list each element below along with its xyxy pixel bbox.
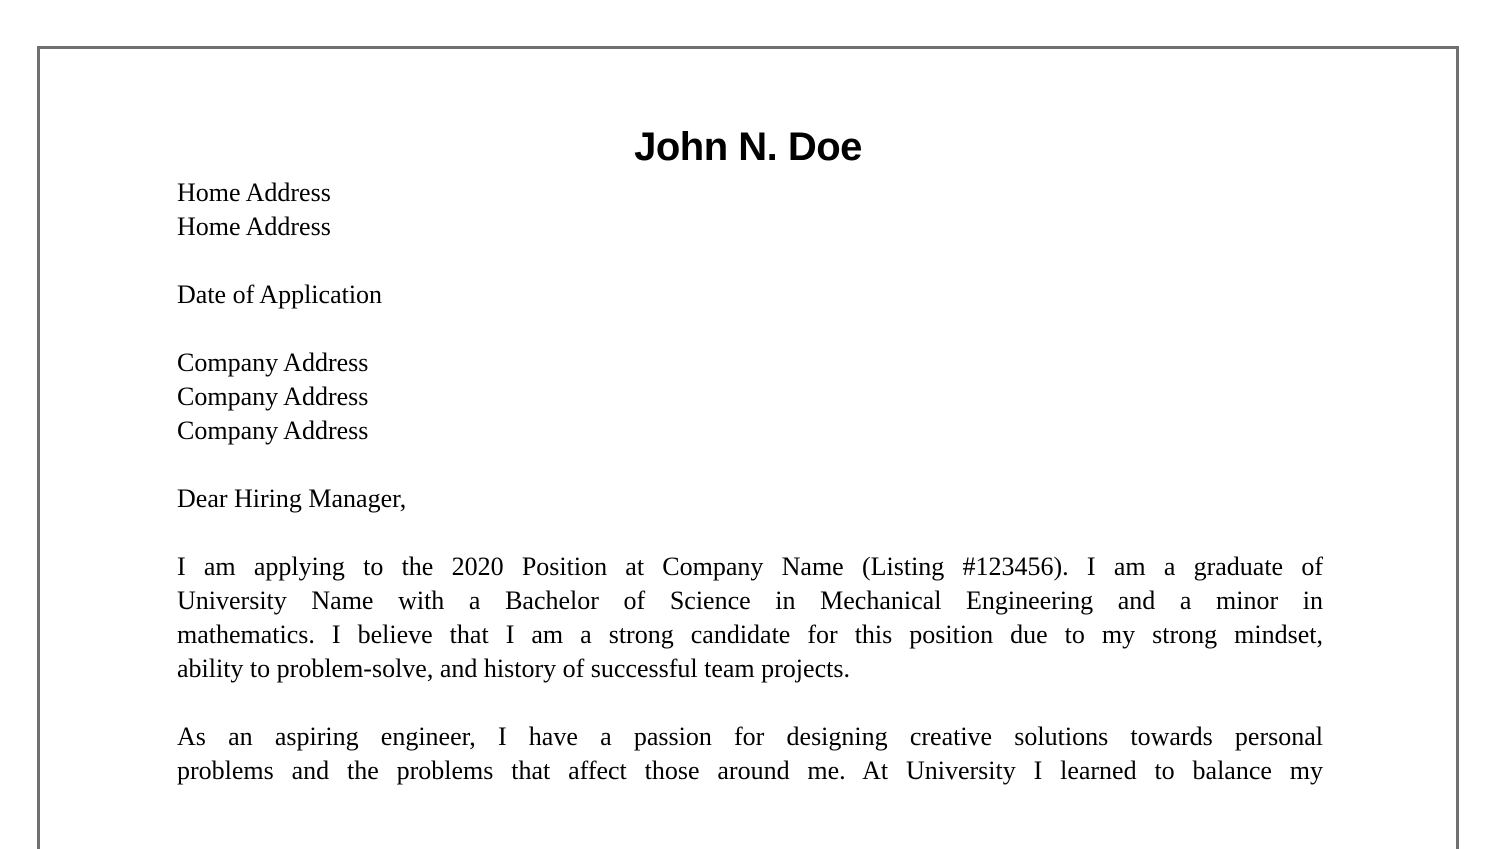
- paragraph-line: I am applying to the 2020 Position at Company Name (Listing #123456). I am a graduate of: [177, 552, 1323, 581]
- paragraph-line: problems and the problems that affect those around me. At University I learned to balance my: [177, 756, 1323, 785]
- company-address-line: Company Address: [177, 382, 369, 411]
- applicant-name: John N. Doe: [634, 125, 862, 169]
- paragraph-line: As an aspiring engineer, I have a passion for designing creative solutions towards personal: [177, 722, 1323, 751]
- paragraph-line: mathematics. I believe that I am a strong candidate for this position due to my strong mindset,: [177, 620, 1323, 649]
- salutation: Dear Hiring Manager,: [177, 484, 407, 513]
- home-address-line: Home Address: [177, 212, 331, 241]
- home-address-line: Home Address: [177, 178, 331, 207]
- paragraph-line: ability to problem-solve, and history of successful team projects.: [177, 654, 850, 683]
- company-address-line: Company Address: [177, 416, 369, 445]
- application-date: Date of Application: [177, 280, 383, 309]
- letter-body: [177, 176, 1323, 788]
- paragraph-line: University Name with a Bachelor of Science in Mechanical Engineering and a minor in: [177, 586, 1323, 615]
- company-address-line: Company Address: [177, 348, 369, 377]
- paragraph-passion: [177, 720, 1323, 788]
- paragraph-intro: [177, 550, 1323, 686]
